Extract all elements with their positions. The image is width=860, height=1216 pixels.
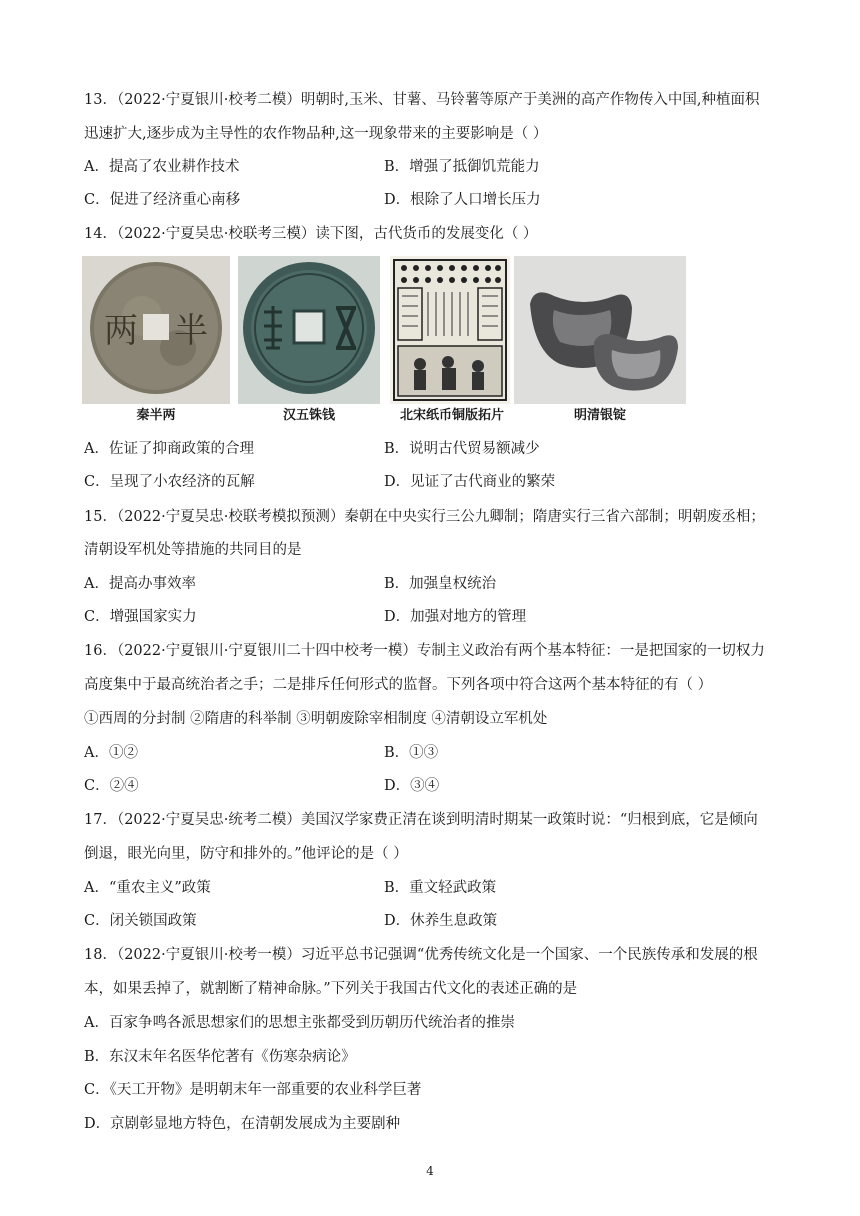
q13-option-a: A．提高了农业耕作技术 bbox=[84, 159, 240, 175]
q17-option-d: D．休养生息政策 bbox=[384, 913, 498, 929]
han-wuzhu-coin-image bbox=[238, 256, 380, 404]
q17-stem-line1: 17．（2022·宁夏吴忠·统考二模）美国汉学家费正清在谈到明清时期某一政策时说：“归根到底，它是倾向 bbox=[84, 812, 758, 828]
q13-stem-line2: 迅速扩大,逐步成为主导性的农作物品种,这一现象带来的主要影响是（ ） bbox=[84, 126, 548, 142]
q16-option-a: A．①② bbox=[84, 745, 138, 761]
q15-stem-line1: 15．（2022·宁夏吴忠·校联考模拟预测）秦朝在中央实行三公九卿制；隋唐实行三省六部制；明朝废丞相； bbox=[84, 509, 765, 525]
q16-option-d: D．③④ bbox=[384, 778, 440, 794]
q14-option-d: D．见证了古代商业的繁荣 bbox=[384, 474, 556, 490]
ming-qing-silver-ingot-image bbox=[514, 256, 686, 404]
q16-option-b: B．①③ bbox=[384, 745, 439, 761]
q15-stem-line2: 清朝设军机处等措施的共同目的是 bbox=[84, 542, 302, 558]
q15-option-b: B．加强皇权统治 bbox=[384, 576, 497, 592]
q14-option-c: C．呈现了小农经济的瓦解 bbox=[84, 474, 255, 490]
q15-option-d: D．加强对地方的管理 bbox=[384, 609, 527, 625]
coin-char-ban: 半 bbox=[174, 311, 208, 351]
q16-stem-line2: 高度集中于最高统治者之手；二是排斥任何形式的监督。下列各项中符合这两个基本特征的有（ ） bbox=[84, 677, 713, 693]
q18-option-b: B．东汉末年名医华佗著有《伤寒杂病论》 bbox=[84, 1049, 356, 1065]
q17-option-b: B．重文轻武政策 bbox=[384, 880, 497, 896]
caption-qin-banliang: 秦半两 bbox=[136, 408, 176, 423]
q13-option-c: C．促进了经济重心南移 bbox=[84, 192, 241, 208]
q18-stem-line2: 本，如果丢掉了，就割断了精神命脉。”下列关于我国古代文化的表述正确的是 bbox=[84, 981, 578, 997]
q16-statements: ①西周的分封制 ②隋唐的科举制 ③明朝废除宰相制度 ④清朝设立军机处 bbox=[84, 711, 548, 727]
q13-option-b: B．增强了抵御饥荒能力 bbox=[384, 159, 540, 175]
q16-option-c: C．②④ bbox=[84, 778, 139, 794]
q17-stem-line2: 倒退，眼光向里，防守和排外的。”他评论的是（ ） bbox=[84, 846, 408, 862]
q14-option-b: B．说明古代贸易额减少 bbox=[384, 441, 540, 457]
caption-song-banknote: 北宋纸币铜版拓片 bbox=[399, 408, 504, 423]
q16-stem-line1: 16．（2022·宁夏银川·宁夏银川二十四中校考一模）专制主义政治有两个基本特征：一是把国家的一切权力 bbox=[84, 643, 765, 659]
q17-option-a: A．“重农主义”政策 bbox=[84, 880, 211, 896]
q15-option-c: C．增强国家实力 bbox=[84, 609, 197, 625]
coin-char-liang: 两 bbox=[104, 311, 138, 351]
currency-image-strip bbox=[82, 256, 686, 428]
q18-option-c: C．《天工开物》是明朝末年一部重要的农业科学巨著 bbox=[84, 1082, 422, 1098]
q18-option-d: D．京剧彰显地方特色，在清朝发展成为主要剧种 bbox=[84, 1116, 401, 1132]
q15-option-a: A．提高办事效率 bbox=[84, 576, 196, 592]
q18-stem-line1: 18．（2022·宁夏银川·校考一模）习近平总书记强调“优秀传统文化是一个国家、一个民族传承和发展的根 bbox=[84, 947, 758, 963]
q13-option-d: D．根除了人口增长压力 bbox=[384, 192, 541, 208]
q14-stem: 14．（2022·宁夏吴忠·校联考三模）读下图，古代货币的发展变化（ ） bbox=[84, 226, 538, 242]
song-banknote-rubbing-image bbox=[390, 256, 510, 404]
caption-ming-qing-ingot: 明清银锭 bbox=[573, 408, 626, 423]
page-number: 4 bbox=[426, 1164, 434, 1178]
caption-han-wuzhu: 汉五铢钱 bbox=[282, 408, 335, 423]
q18-option-a: A．百家争鸣各派思想家们的思想主张都受到历朝历代统治者的推崇 bbox=[84, 1015, 515, 1031]
qin-banliang-coin-image bbox=[82, 256, 230, 404]
q14-option-a: A．佐证了抑商政策的合理 bbox=[84, 441, 254, 457]
q13-stem-line1: 13．（2022·宁夏银川·校考二模）明朝时,玉米、甘薯、马铃薯等原产于美洲的高产作物传入中国,种植面积 bbox=[84, 92, 760, 108]
q17-option-c: C．闭关锁国政策 bbox=[84, 913, 197, 929]
